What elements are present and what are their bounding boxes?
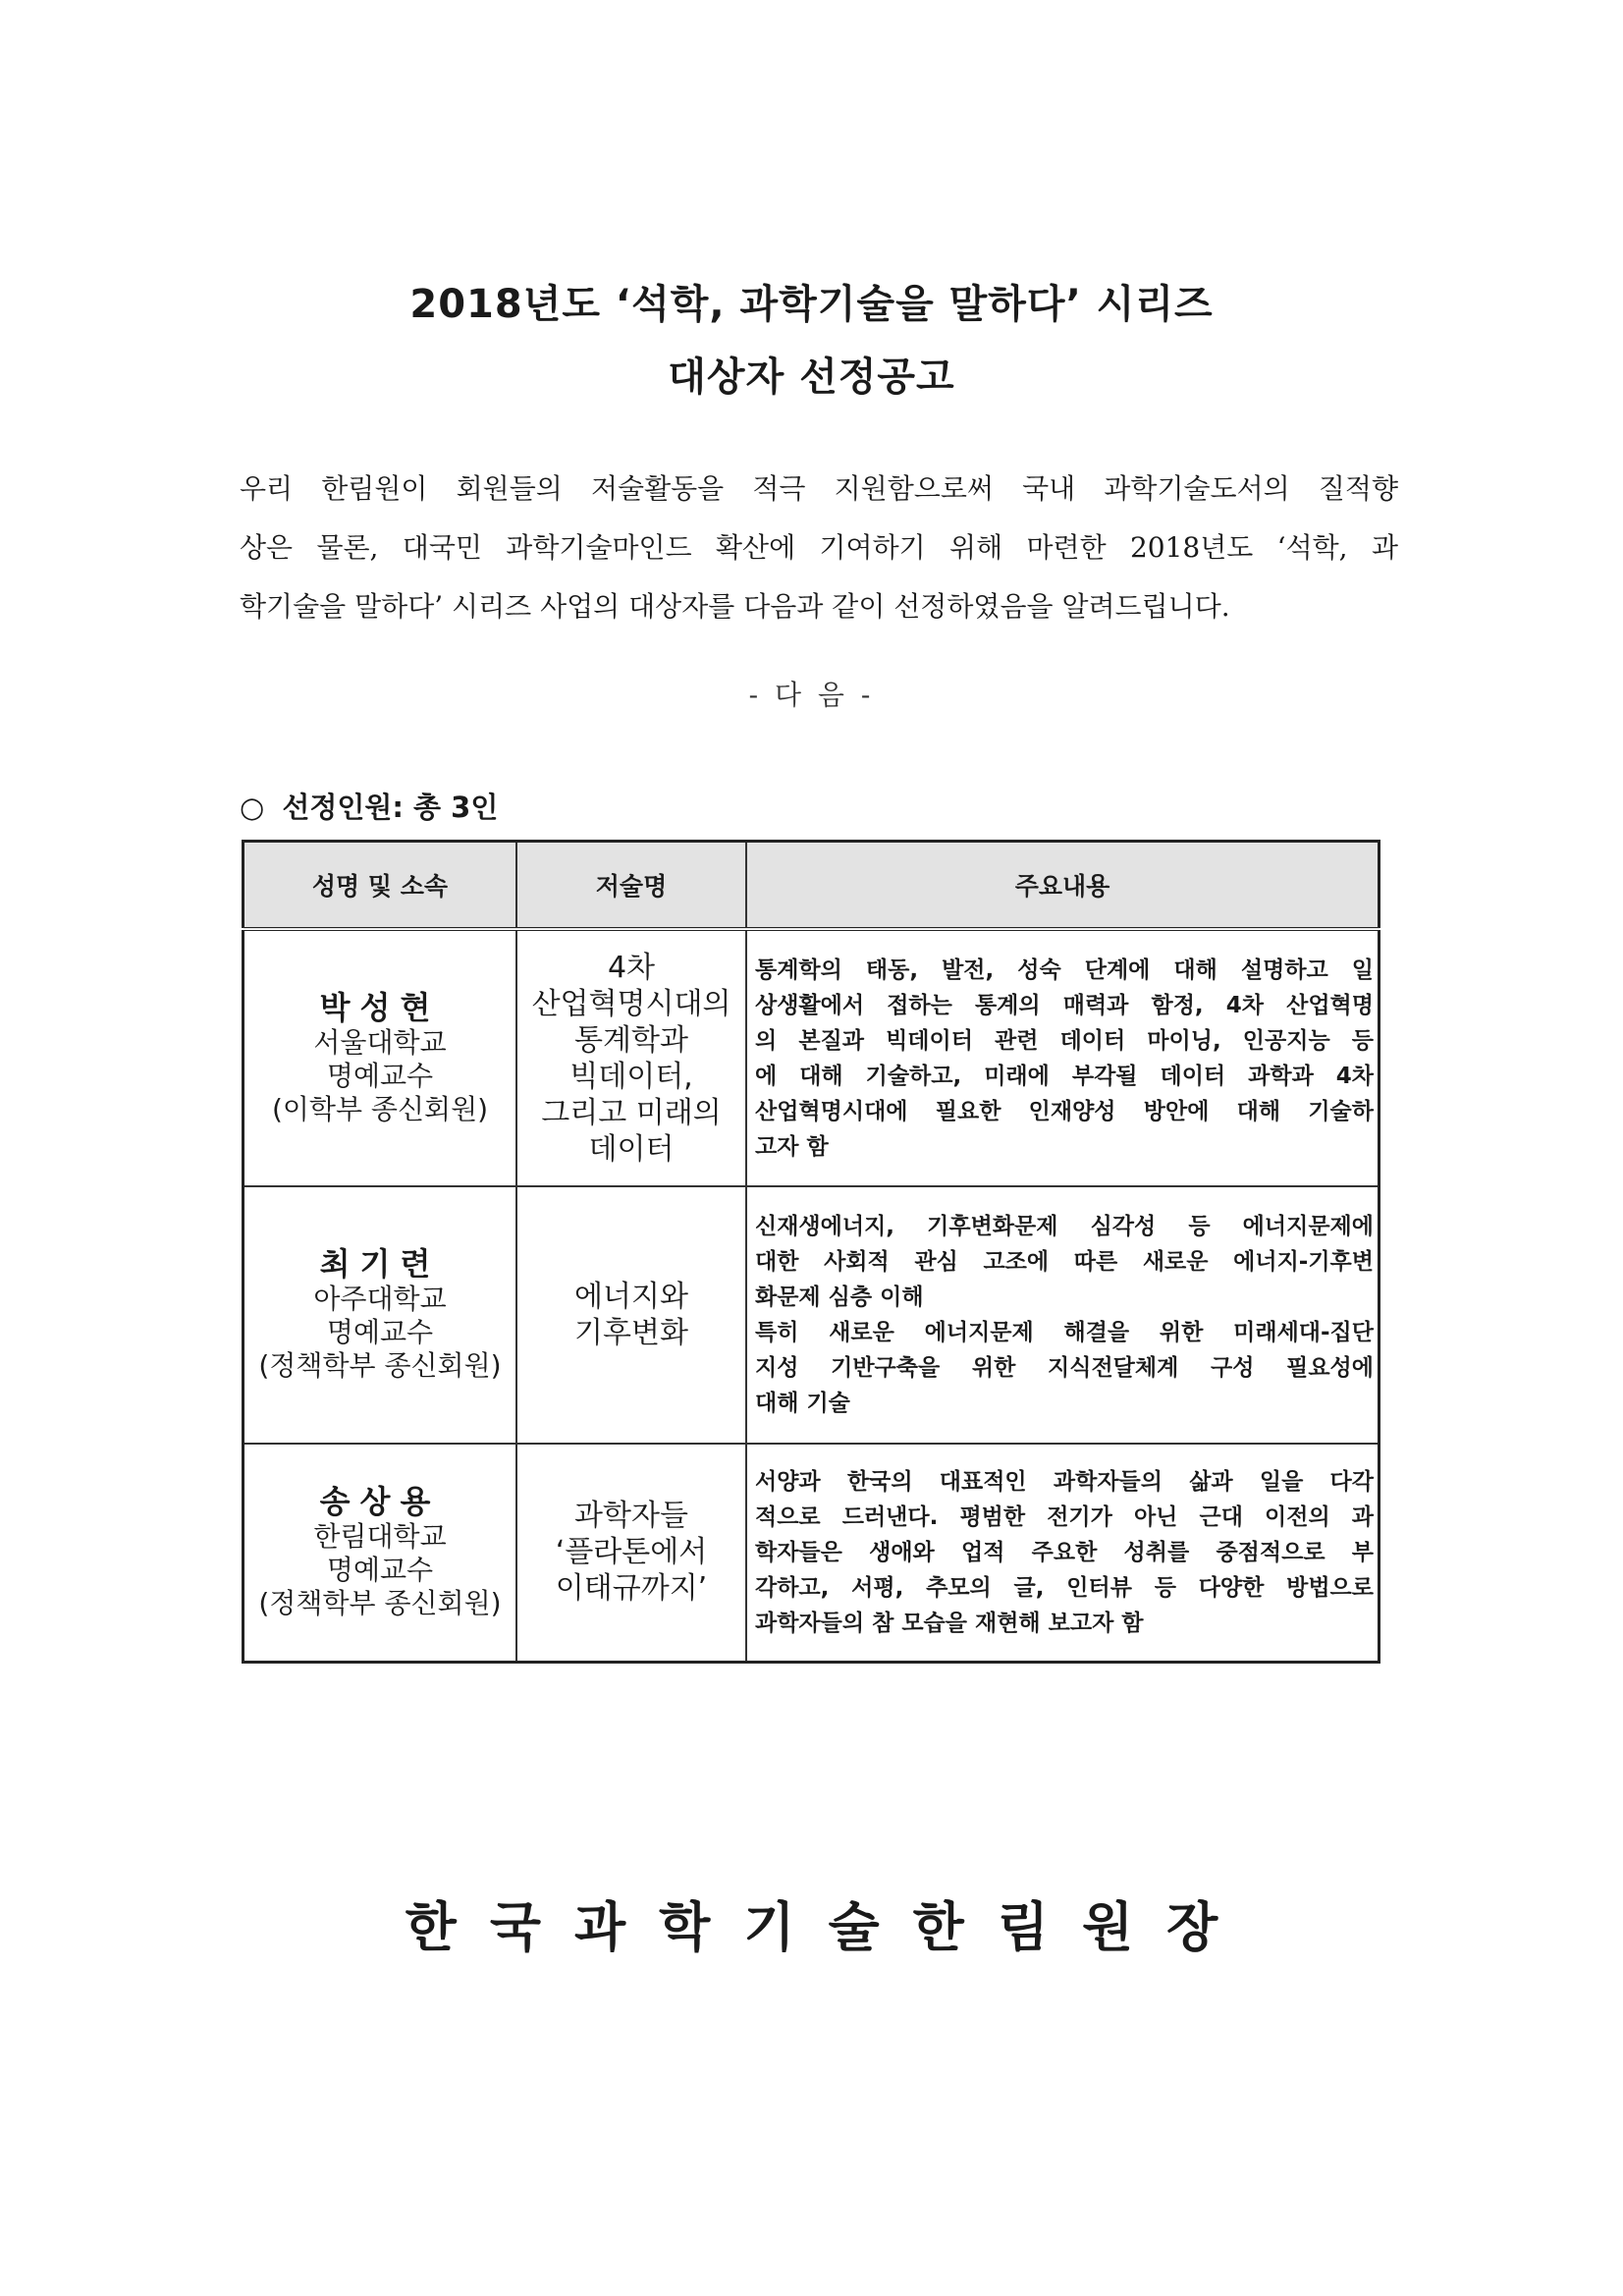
document-title-line1: 2018년도 ‘석학, 과학기술을 말하다’ 시리즈 bbox=[409, 282, 1214, 327]
table-row bbox=[243, 1444, 1380, 1662]
content-line: 에 대해 기술하고, 미래에 부각될 데이터 과학과 4차 bbox=[755, 1063, 1374, 1089]
content-line: 각하고, 서평, 추모의 글, 인터뷰 등 다양한 방법으로 bbox=[755, 1574, 1374, 1601]
book-title-line: 과학자들 bbox=[574, 1499, 688, 1534]
person-name: 송상용 bbox=[319, 1482, 441, 1520]
selection-table bbox=[242, 840, 1380, 1664]
header-name-affiliation: 성명 및 소속 bbox=[243, 842, 517, 930]
content-cell bbox=[746, 1444, 1380, 1662]
person-cell bbox=[243, 1444, 517, 1662]
book-title-line: 4차 bbox=[607, 950, 656, 985]
person-name: 박성현 bbox=[319, 988, 441, 1026]
circle-bullet-icon: ○ bbox=[240, 791, 265, 824]
person-division: (정책학부 종신회원) bbox=[258, 1349, 502, 1382]
person-cell bbox=[243, 929, 517, 1186]
person-cell bbox=[243, 1186, 517, 1444]
selection-label: 선정인원: 총 3인 bbox=[282, 791, 499, 824]
person-position: 명예교수 bbox=[326, 1553, 434, 1586]
header-book-title: 저술명 bbox=[516, 842, 746, 930]
book-title-line: 산업혁명시대의 bbox=[531, 986, 731, 1021]
person-position: 명예교수 bbox=[326, 1059, 434, 1092]
table-row bbox=[243, 929, 1380, 1186]
content-line: 적으로 드러낸다. 평범한 전기가 아닌 근대 이전의 과 bbox=[755, 1503, 1374, 1530]
content-cell bbox=[746, 1186, 1380, 1444]
table-header-row bbox=[243, 842, 1380, 930]
intro-line-2: 상은 물론, 대국민 과학기술마인드 확산에 기여하기 위해 마련한 2018년도 ‘석학, 과 bbox=[240, 531, 1398, 564]
book-title-cell bbox=[516, 1444, 746, 1662]
content-line: 과학자들의 참 모습을 재현해 보고자 함 bbox=[755, 1610, 1144, 1636]
book-title-line: ‘플라톤에서 bbox=[555, 1535, 708, 1570]
person-university: 서울대학교 bbox=[313, 1025, 447, 1059]
content-line: 고자 함 bbox=[755, 1133, 829, 1160]
issuer-signature: 한국과학기술한림원장 bbox=[405, 1895, 1252, 1958]
person-university: 아주대학교 bbox=[313, 1283, 447, 1315]
person-name: 최기련 bbox=[319, 1245, 441, 1283]
selection-summary bbox=[240, 786, 498, 826]
person-division: (정책학부 종신회원) bbox=[258, 1586, 502, 1619]
person-university: 한림대학교 bbox=[313, 1519, 447, 1553]
content-cell bbox=[746, 929, 1380, 1186]
book-title-line: 에너지와 bbox=[574, 1280, 688, 1314]
content-line: 통계학의 태동, 발전, 성숙 단계에 대해 설명하고 일 bbox=[755, 957, 1374, 983]
content-line: 의 본질과 빅데이터 관련 데이터 마이닝, 인공지능 등 bbox=[755, 1027, 1374, 1054]
content-line: 대한 사회적 관심 고조에 따른 새로운 에너지-기후변 bbox=[755, 1249, 1374, 1275]
book-title-line: 그리고 미래의 bbox=[541, 1095, 722, 1130]
book-title-line: 빅데이터, bbox=[569, 1059, 693, 1094]
content-line: 신재생에너지, 기후변화문제 심각성 등 에너지문제에 bbox=[755, 1214, 1374, 1239]
book-title-line: 데이터 bbox=[588, 1131, 675, 1167]
book-title-line: 기후변화 bbox=[574, 1316, 688, 1350]
content-line: 지성 기반구축을 위한 지식전달체계 구성 필요성에 bbox=[755, 1355, 1374, 1381]
content-line: 화문제 심층 이해 bbox=[755, 1285, 924, 1310]
header-main-content: 주요내용 bbox=[746, 842, 1380, 930]
book-title-line: 이태규까지’ bbox=[555, 1571, 708, 1607]
intro-line-3: 학기술을 말하다’ 시리즈 사업의 대상자를 다음과 같이 선정하였음을 알려드립니다. bbox=[240, 590, 1230, 623]
book-title-cell bbox=[516, 1186, 746, 1444]
table-row bbox=[243, 1186, 1380, 1444]
person-position: 명예교수 bbox=[326, 1316, 434, 1348]
content-line: 학자들은 생애와 업적 주요한 성취를 중점적으로 부 bbox=[755, 1539, 1374, 1565]
content-line: 산업혁명시대에 필요한 인재양성 방안에 대해 기술하 bbox=[755, 1098, 1374, 1124]
content-line: 특히 새로운 에너지문제 해결을 위한 미래세대-집단 bbox=[755, 1320, 1374, 1345]
content-line: 서양과 한국의 대표적인 과학자들의 삶과 일을 다각 bbox=[755, 1468, 1374, 1495]
person-division: (이학부 종신회원) bbox=[271, 1092, 489, 1125]
content-line: 대해 기술 bbox=[755, 1391, 850, 1416]
book-title-line: 통계학과 bbox=[574, 1022, 688, 1058]
intro-line-1: 우리 한림원이 회원들의 저술활동을 적극 지원함으로써 국내 과학기술도서의 질적향 bbox=[240, 472, 1398, 505]
content-line: 상생활에서 접하는 통계의 매력과 함정, 4차 산업혁명 bbox=[755, 992, 1374, 1018]
book-title-cell bbox=[516, 929, 746, 1186]
document-title-line2: 대상자 선정공고 bbox=[668, 355, 955, 400]
intro-paragraph bbox=[240, 460, 1398, 636]
separator-heading: - 다 음 - bbox=[748, 679, 875, 711]
